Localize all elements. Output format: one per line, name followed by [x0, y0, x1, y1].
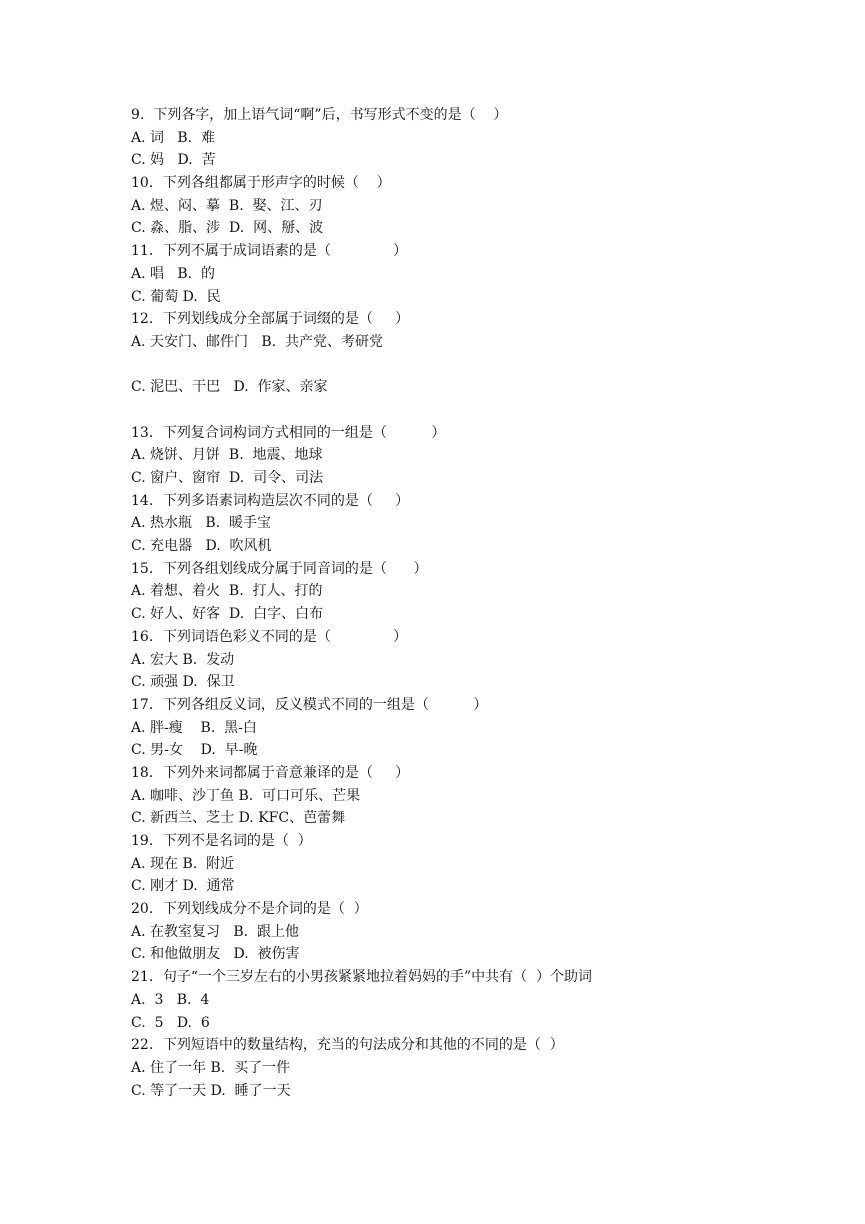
option-line: A. 唱 B. 的: [131, 265, 215, 282]
question-18: 18．下列外来词都属于音意兼译的是（ ）: [131, 764, 410, 781]
question-9: 9. 下列各字，加上语气词“啊”后，书写形式不变的是（ ）: [131, 107, 508, 123]
option-line: C. 新西兰、芝士 D. KFC、芭蕾舞: [131, 810, 346, 827]
option-line: C. 等了一天 D. 睡了一天: [131, 1082, 291, 1099]
option-line: A. 烧饼、月饼 B. 地震、地球: [131, 447, 323, 464]
option-line: A. 热水瓶 B. 暖手宝: [131, 515, 271, 532]
question-22: 22．下列短语中的数量结构，充当的句法成分和其他的不同的是（ ）: [131, 1037, 564, 1054]
option-line: A. 胖-瘦 B. 黑-白: [131, 719, 257, 736]
question-15: 15．下列各组划线成分属于同音词的是（ ）: [131, 560, 428, 577]
option-line: C. 顽强 D. 保卫: [131, 674, 235, 691]
option-line: C. 和他做朋友 D. 被伤害: [131, 946, 300, 963]
question-list: [131, 104, 771, 1102]
option-line: C. 刚才 D. 通常: [131, 878, 235, 895]
option-line: C. 妈 D. 苦: [131, 152, 216, 169]
question-17: 17．下列各组反义词，反义模式不同的一组是（ ）: [131, 696, 488, 713]
option-line: A. 宏大 B. 发动: [131, 651, 235, 668]
option-line: C. 泥巴、干巴 D. 作家、亲家: [131, 379, 328, 396]
option-line: A. 咖啡、沙丁鱼 B. 可口可乐、芒果: [131, 787, 361, 804]
question-12: 12．下列划线成分全部属于词缀的是（ ）: [131, 311, 410, 328]
option-line: C. 充电器 D. 吹风机: [131, 538, 272, 555]
option-line: A. 在教室复习 B. 跟上他: [131, 923, 299, 940]
option-line: C. 好人、好客 D. 白字、白布: [131, 606, 324, 623]
option-line: A. 3 B. 4: [131, 991, 210, 1008]
option-line: A. 着想、着火 B. 打人、打的: [131, 583, 323, 600]
option-line: A. 煜、闷、摹 B. 娶、江、刃: [131, 197, 323, 214]
option-line: C. 5 D. 6: [131, 1014, 210, 1031]
blank-line: [131, 354, 771, 377]
option-line: C. 男-女 D. 早-晚: [131, 742, 258, 759]
option-line: C. 窗户、窗帘 D. 司令、司法: [131, 470, 324, 486]
option-line: A. 天安门、邮件门 B. 共产党、考研党: [131, 333, 383, 350]
question-10: 10．下列各组都属于形声字的时候（ ）: [131, 175, 391, 192]
option-line: A. 词 B. 难: [131, 129, 215, 146]
question-11: 11．下列不属于成词语素的是（ ）: [131, 243, 408, 260]
question-19: 19．下列不是名词的是（ ）: [131, 833, 312, 849]
option-line: C. 淼、脂、涉 D. 网、掰、波: [131, 220, 324, 237]
option-line: C. 葡萄 D. 民: [131, 288, 221, 305]
question-14: 14．下列多语素词构造层次不同的是（ ）: [131, 492, 410, 509]
option-line: A. 住了一年 B. 买了一件: [131, 1059, 291, 1076]
question-21: 21．句子“一个三岁左右的小男孩紧紧地拉着妈妈的手”中共有（ ）个助词: [131, 969, 593, 986]
blank-line: [131, 399, 771, 422]
option-line: A. 现在 B. 附近: [131, 855, 235, 872]
question-20: 20．下列划线成分不是介词的是（ ）: [131, 901, 368, 918]
question-16: 16．下列词语色彩义不同的是（ ）: [131, 628, 408, 645]
question-13: 13．下列复合词构词方式相同的一组是（ ）: [131, 424, 446, 441]
